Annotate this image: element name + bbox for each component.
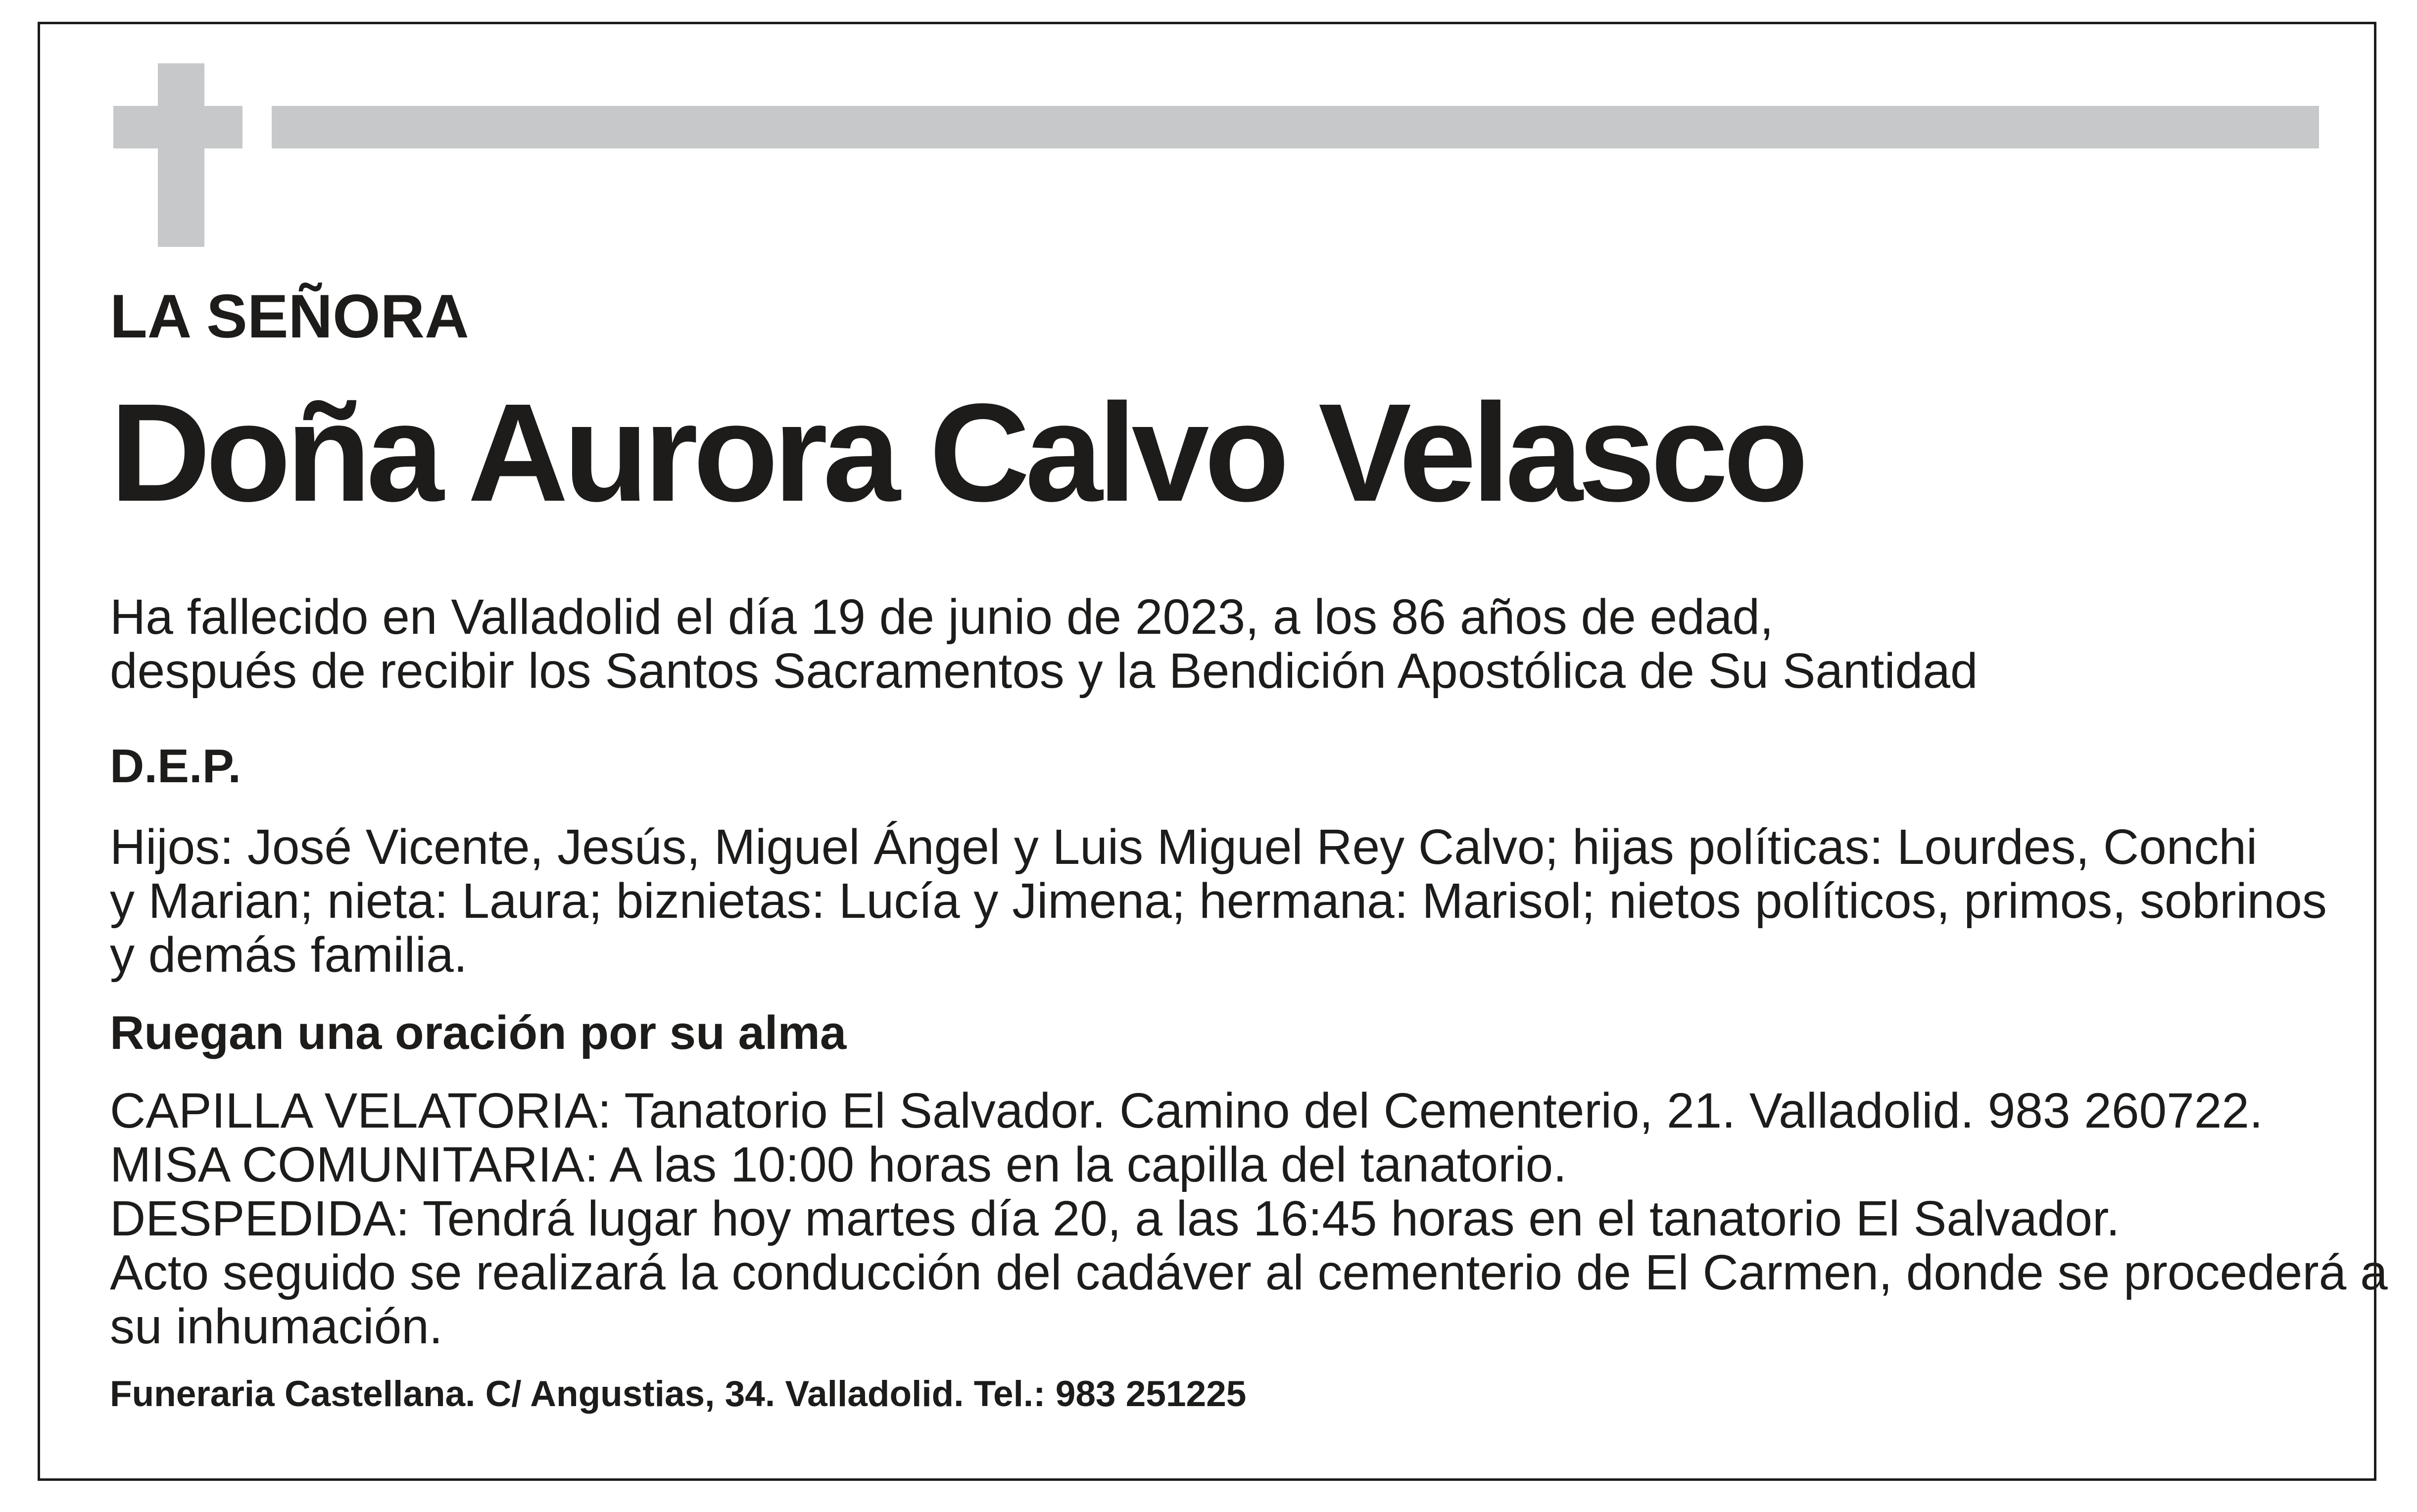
cross-horizontal-bar [113,106,242,148]
death-line: después de recibir los Santos Sacramentos y la Bendición Apostólica de Su Santidad [110,643,1978,699]
header-rule [272,106,2319,148]
service-details [110,1084,2388,1354]
service-line: DESPEDIDA: Tendrá lugar hoy martes día 20, a las 16:45 horas en el tanatorio El Salvador. [110,1191,2120,1246]
family-line: Hijos: José Vicente, Jesús, Miguel Ángel y Luis Miguel Rey Calvo; hijas políticas: Lourdes, Conchi [110,819,2258,875]
service-line: CAPILLA VELATORIA: Tanatorio El Salvador. Camino del Cementerio, 21. Valladolid. 983 260722. [110,1083,2263,1138]
service-line: su inhumación. [110,1299,443,1354]
family-list [110,820,2327,982]
family-line: y Marian; nieta: Laura; biznietas: Lucía y Jimena; hermana: Marisol; nietos políticos, primos, sobrinos [110,873,2327,929]
prayer-request: Ruegan una oración por su alma [110,1006,847,1059]
service-line: Acto seguido se realizará la conducción del cadáver al cementerio de El Carmen, donde se procederá a [110,1245,2388,1300]
service-line: MISA COMUNITARIA: A las 10:00 horas en la capilla del tanatorio. [110,1137,1567,1192]
death-announcement [110,590,1978,698]
cross-vertical-bar [158,63,204,247]
funeral-home-footer: Funeraria Castellana. C/ Angustias, 34. Valladolid. Tel.: 983 251225 [110,1374,1247,1414]
deceased-name: Doña Aurora Calvo Velasco [110,375,1804,530]
dep-label: D.E.P. [110,740,242,793]
notice-heading: LA SEÑORA [110,283,469,351]
death-line: Ha fallecido en Valladolid el día 19 de junio de 2023, a los 86 años de edad, [110,589,1774,645]
family-line: y demás familia. [110,927,468,983]
